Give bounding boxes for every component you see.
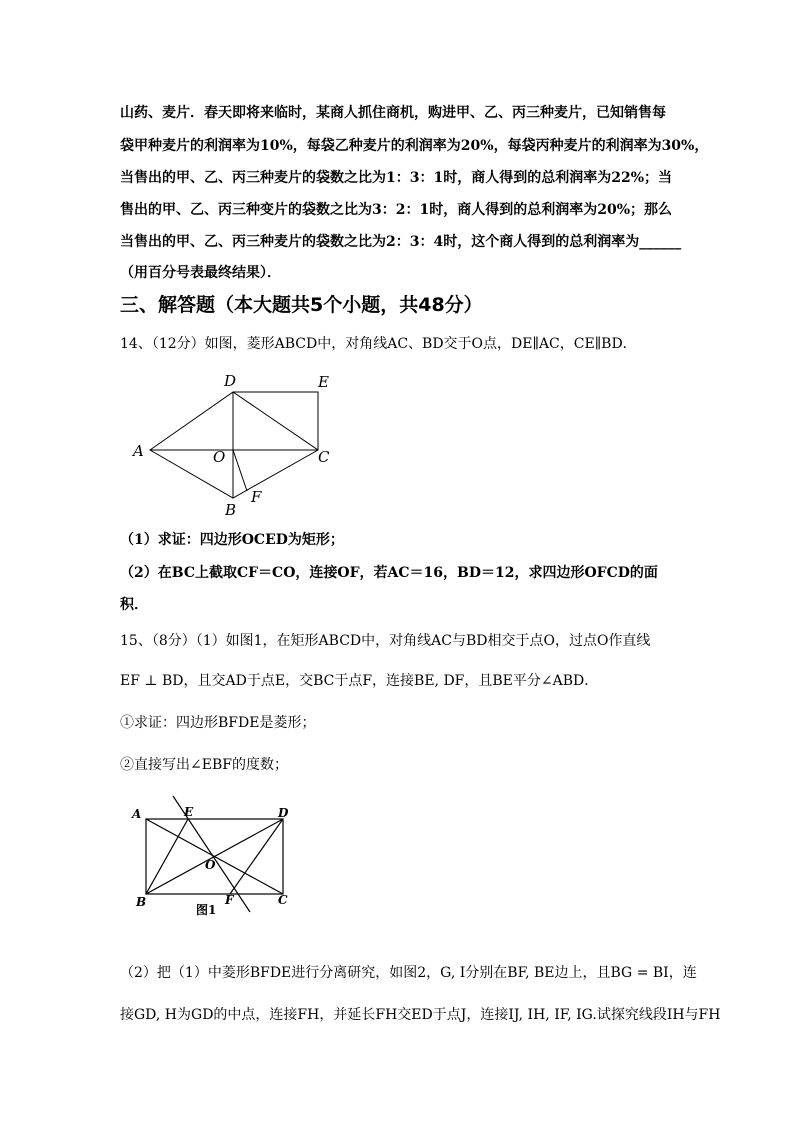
rhombus-abcd xyxy=(150,392,318,498)
p13-line-4: 售出的甲、乙、丙三种变片的袋数之比为3：2：1时，商人得到的总利润率为20%；那么 xyxy=(120,202,673,218)
label-a: A xyxy=(132,807,142,821)
q15-line-4: ②直接写出∠EBF的度数； xyxy=(120,757,288,773)
q15-line-2: EF ⊥ BD，且交AD于点E，交BC于点F，连接BE, DF，且BE平分∠ABD． xyxy=(120,673,599,689)
label-d: D xyxy=(224,372,237,390)
p13-line-6: （用百分号表最终结果）． xyxy=(120,265,281,281)
p13-line-1: 山药、麦片．春天即将来临时，某商人抓住商机，购进甲、乙、丙三种麦片，已知销售每 xyxy=(120,105,666,121)
label-f: F xyxy=(225,893,234,907)
q14-stem: 14、（12分）如图，菱形ABCD中，对角线AC、BD交于O点，DE∥AC，CE∥BD． xyxy=(120,336,637,352)
label-f: F xyxy=(251,488,262,506)
q15-line-5: （2）把（1）中菱形BFDE进行分离研究，如图2，G, I分别在BF, BE边上，且BG = BI，连 xyxy=(120,965,697,981)
label-d: D xyxy=(278,806,289,820)
q14-part-2a: （2）在BC上截取CF＝CO，连接OF，若AC＝16，BD＝12，求四边形OFCD的面 xyxy=(120,565,658,581)
label-e: E xyxy=(318,373,329,391)
rectangle-figure-1 xyxy=(128,792,308,922)
segment-of xyxy=(233,450,247,491)
section-heading: 三、解答题（本大题共5个小题，共48分） xyxy=(120,294,483,316)
q14-part-2b: 积． xyxy=(120,597,148,613)
q15-line-6: 接GD, H为GD的中点，连接FH，并延长FH交ED于点J，连接IJ, IH, IF, IG.试探究线段IH与FH xyxy=(120,1007,721,1023)
label-a: A xyxy=(133,442,144,460)
label-c: C xyxy=(318,448,330,466)
rhombus-figure xyxy=(128,370,348,520)
label-o: O xyxy=(205,858,216,872)
label-e: E xyxy=(184,805,194,819)
label-b: B xyxy=(136,895,147,909)
q15-line-3: ①求证：四边形BFDE是菱形； xyxy=(120,715,316,731)
p13-line-5: 当售出的甲、乙、丙三种麦片的袋数之比为2：3：4时，这个商人得到的总利润率为______ xyxy=(120,234,682,250)
label-o: O xyxy=(213,448,226,466)
p13-line-3: 当售出的甲、乙、丙三种麦片的袋数之比为1：3：1时，商人得到的总利润率为22%；当 xyxy=(120,170,673,186)
segment-df xyxy=(230,819,283,894)
p13-line-2: 袋甲种麦片的利润率为10%，每袋乙种麦片的利润率为20%，每袋丙种麦片的利润率为30%， xyxy=(120,138,709,154)
q15-line-1: 15、（8分）（1）如图1，在矩形ABCD中，对角线AC与BD相交于点O，过点O作直线 xyxy=(120,633,651,649)
figure-caption: 图1 xyxy=(196,903,217,917)
label-b: B xyxy=(225,501,237,519)
label-c: C xyxy=(278,893,288,907)
q14-part-1: （1）求证：四边形OCED为矩形； xyxy=(120,532,344,548)
